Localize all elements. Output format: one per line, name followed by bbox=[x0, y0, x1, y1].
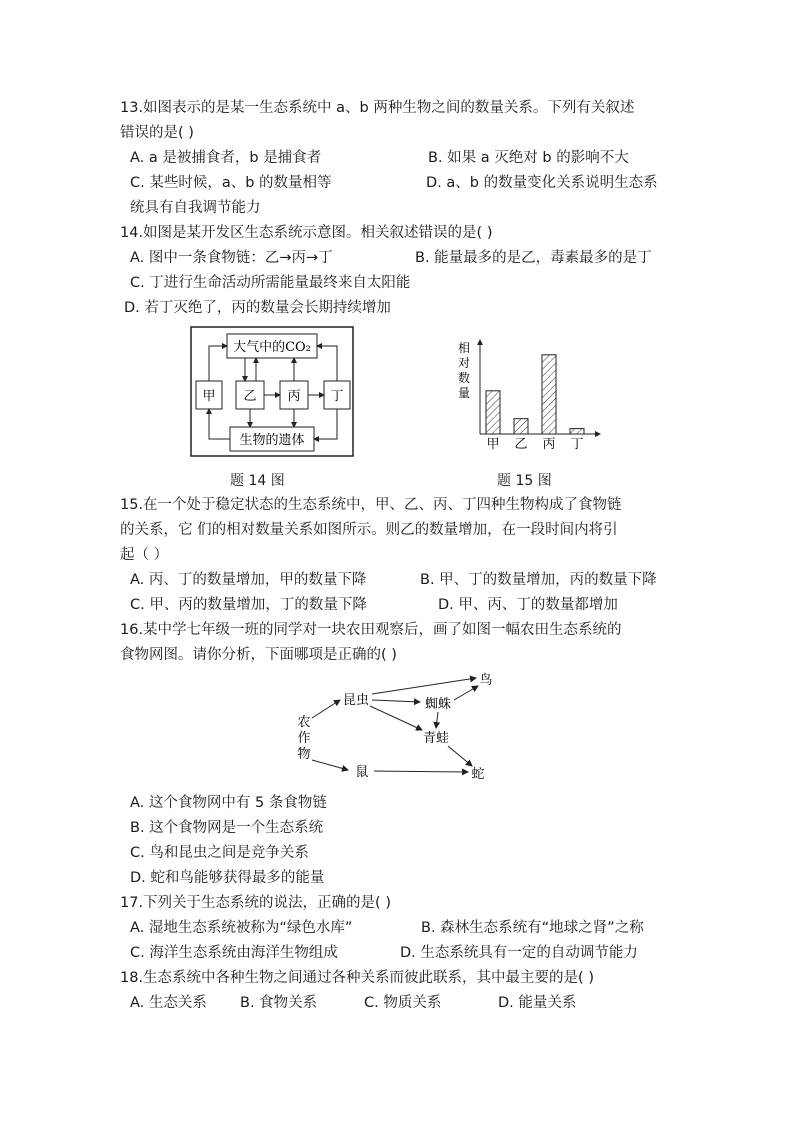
fig15-caption: 题 15 图 bbox=[497, 473, 552, 489]
q16-stem-line1: 16.某中学七年级一班的同学对一块农田观察后，画了如图一幅农田生态系统的 bbox=[120, 622, 622, 638]
q17-option-a: A. 湿地生态系统被称为“绿色水库” bbox=[130, 920, 353, 936]
fig14-caption: 题 14 图 bbox=[230, 473, 285, 489]
q17-option-c: C. 海洋生态系统由海洋生物组成 bbox=[130, 945, 338, 961]
q15-stem-line1: 15.在一个处于稳定状态的生态系统中，甲、乙、丙、丁四种生物构成了食物链 bbox=[120, 497, 622, 513]
q13-option-d: D. a、b 的数量变化关系说明生态系 bbox=[426, 175, 658, 191]
crop-label-2: 作 bbox=[297, 731, 311, 746]
crop-label-3: 物 bbox=[297, 747, 311, 762]
q13-stem-line1: 13.如图表示的是某一生态系统中 a、b 两种生物之间的数量关系。下列有关叙述 bbox=[120, 100, 635, 116]
q15-option-b: B. 甲、丁的数量增加，丙的数量下降 bbox=[420, 572, 657, 588]
arrow-mouse-snake bbox=[374, 771, 468, 772]
q17-option-b: B. 森林生态系统有“地球之肾”之称 bbox=[421, 920, 644, 936]
tick-label-3: 丁 bbox=[570, 437, 584, 452]
y-axis-label-char: 量 bbox=[457, 386, 471, 400]
q13-option-a: A. a 是被捕食者，b 是捕食者 bbox=[130, 150, 322, 166]
y-axis-label-char: 对 bbox=[457, 356, 471, 370]
ecosystem-diagram bbox=[190, 326, 355, 458]
tick-label-2: 丙 bbox=[542, 437, 556, 452]
q18-option-c: C. 物质关系 bbox=[364, 995, 442, 1011]
arrow-insect-bird bbox=[372, 678, 476, 694]
arrow-ding-remains bbox=[314, 409, 337, 439]
q18-option-b: B. 食物关系 bbox=[240, 995, 318, 1011]
arrow-ding-co2 bbox=[317, 346, 337, 381]
q15-stem-line3: 起（ ） bbox=[120, 547, 169, 563]
q15-option-d: D. 甲、丙、丁的数量都增加 bbox=[438, 597, 618, 613]
spider-label: 蜘蛛 bbox=[424, 697, 452, 712]
q15-option-a: A. 丙、丁的数量增加，甲的数量下降 bbox=[130, 572, 367, 588]
mouse-label: 鼠 bbox=[355, 765, 369, 780]
q13-stem-line2: 错误的是( ) bbox=[120, 125, 194, 141]
q15-stem-line2: 的关系，它 们的相对数量关系如图所示。则乙的数量增加，在一段时间内将引 bbox=[120, 522, 618, 538]
frog-label: 青蛙 bbox=[422, 731, 450, 746]
co2-label: 大气中的CO₂ bbox=[233, 340, 311, 355]
y-axis-label-char: 数 bbox=[457, 371, 471, 385]
snake-label: 蛇 bbox=[471, 767, 485, 782]
q16-stem-line2: 食物网图。请你分析，下面哪项是正确的( ) bbox=[120, 647, 397, 663]
bar-1 bbox=[514, 419, 528, 434]
q14-option-d: D. 若丁灭绝了，丙的数量会长期持续增加 bbox=[124, 300, 391, 316]
y-axis-label bbox=[458, 340, 470, 400]
arrow-crop-insect bbox=[312, 700, 340, 718]
bar-3 bbox=[570, 429, 584, 434]
q13-option-c: C. 某些时候，a、b 的数量相等 bbox=[130, 175, 332, 191]
bird-label: 鸟 bbox=[479, 673, 493, 688]
q14-option-a: A. 图中一条食物链：乙→丙→丁 bbox=[130, 250, 333, 266]
tick-label-0: 甲 bbox=[486, 437, 500, 452]
bar-2 bbox=[542, 355, 556, 434]
q16-option-a: A. 这个食物网中有 5 条食物链 bbox=[130, 795, 327, 811]
q18-stem: 18.生态系统中各种生物之间通过各种关系而彼此联系，其中最主要的是( ) bbox=[120, 970, 594, 986]
q18-option-a: A. 生态关系 bbox=[130, 995, 207, 1011]
tick-label-1: 乙 bbox=[514, 437, 528, 452]
q15-option-c: C. 甲、丙的数量增加，丁的数量下降 bbox=[130, 597, 367, 613]
arrow-insect-frog bbox=[370, 706, 422, 730]
food-web-diagram bbox=[290, 668, 500, 784]
arrow-crop-mouse bbox=[312, 760, 348, 770]
q13-option-b: B. 如果 a 灭绝对 b 的影响不大 bbox=[428, 150, 629, 166]
relative-quantity-chart bbox=[450, 334, 610, 458]
y-axis-label-char: 相 bbox=[457, 341, 471, 355]
crop-label-1: 农 bbox=[297, 715, 311, 730]
remains-label: 生物的遗体 bbox=[239, 433, 305, 448]
bar-0 bbox=[486, 391, 500, 434]
q14-stem: 14.如图是某开发区生态系统示意图。相关叙述错误的是( ) bbox=[120, 225, 493, 241]
insect-label: 昆虫 bbox=[342, 693, 370, 708]
q16-option-d: D. 蛇和鸟能够获得最多的能量 bbox=[130, 870, 325, 886]
q14-option-c: C. 丁进行生命活动所需能量最终来自太阳能 bbox=[130, 275, 411, 291]
bing-label: 丙 bbox=[287, 389, 301, 404]
arrow-frog-snake bbox=[448, 746, 472, 766]
q16-option-b: B. 这个食物网是一个生态系统 bbox=[130, 820, 324, 836]
yi-label: 乙 bbox=[243, 389, 257, 404]
q18-option-d: D. 能量关系 bbox=[498, 995, 577, 1011]
ding-label: 丁 bbox=[330, 389, 344, 404]
arrow-remains-jia bbox=[209, 409, 230, 439]
arrow-jia-co2 bbox=[209, 346, 227, 381]
arrow-spider-frog bbox=[436, 712, 438, 728]
q17-option-d: D. 生态系统具有一定的自动调节能力 bbox=[400, 945, 638, 961]
q17-stem: 17.下列关于生态系统的说法，正确的是( ) bbox=[120, 895, 391, 911]
jia-label: 甲 bbox=[202, 389, 216, 404]
arrow-insect-spider bbox=[372, 700, 420, 702]
q14-option-b: B. 能量最多的是乙，毒素最多的是丁 bbox=[415, 250, 652, 266]
q16-option-c: C. 鸟和昆虫之间是竞争关系 bbox=[130, 845, 309, 861]
arrow-spider-bird bbox=[454, 686, 478, 700]
q13-option-d-cont: 统具有自我调节能力 bbox=[130, 200, 261, 216]
